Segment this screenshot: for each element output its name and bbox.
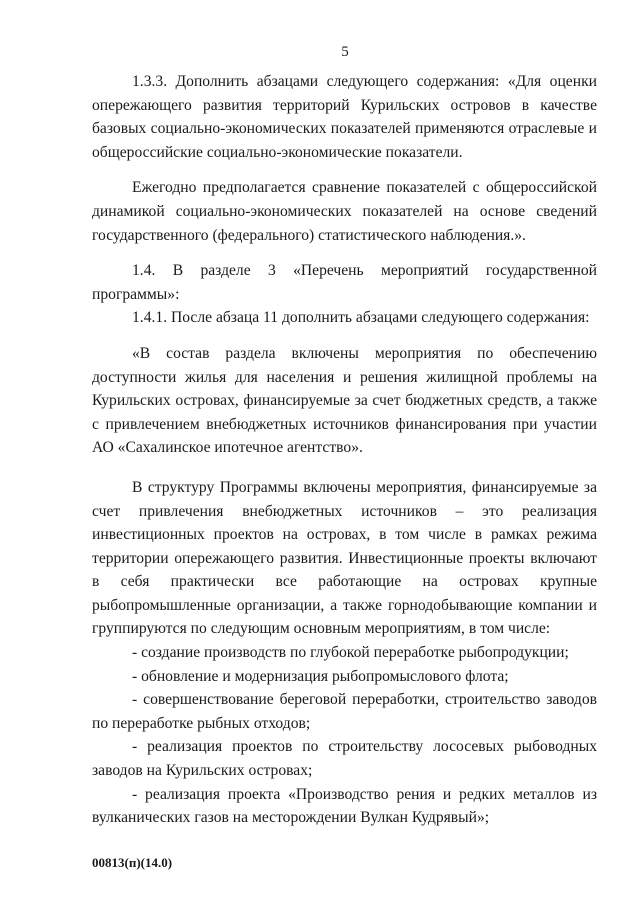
paragraph-1-4: 1.4. В разделе 3 «Перечень мероприятий государственной программы»:: [92, 262, 597, 303]
page-number: 5: [341, 44, 349, 60]
list-item: - совершенствование береговой переработки, строительство заводов по переработке рыбных отходов;: [92, 691, 597, 732]
list-item: - реализация проектов по строительству лососевых рыбоводных заводов на Курильских островах;: [92, 738, 597, 780]
document-body: [92, 70, 597, 830]
paragraph-1-3-3: 1.3.3. Дополнить абзацами следующего содержания: «Для оценки опережающего развития территорий Курильских островов в качестве базовых социально-экономических показателей применяются отраслевые и общероссийские социально-экономические показатели.: [92, 73, 597, 161]
paragraph-program-structure: В структуру Программы включены мероприятия, финансируемые за счет привлечения внебюджетных источников – это реализация инвестиционных проектов на островах, в том числе в рамках режима территории опережающего развития. Инвестиционные проекты включают в себя практически все работающие на островах крупные рыбопромышленные организации, а также горнодобывающие компании и группируются по следующим основным мероприятиям, в том числе:: [92, 478, 597, 638]
paragraph-1-4-1: 1.4.1. После абзаца 11 дополнить абзацами следующего содержания:: [132, 309, 590, 327]
paragraph-section-composition: «В состав раздела включены мероприятия по обеспечению доступности жилья для населения и решения жилищной проблемы на Курильских островах, финансируемые за счет бюджетных средств, а также с привлечением внебюджетных источников финансирования при участии АО «Сахалинское ипотечное агентство».: [92, 344, 597, 457]
paragraph-annual-comparison: Ежегодно предполагается сравнение показателей с общероссийской динамикой социально-экономических показателей на основе сведений государственного (федерального) статистического наблюдения.».: [92, 179, 597, 244]
list-item: - обновление и модернизация рыбопромыслового флота;: [132, 667, 509, 685]
document-code: 00813(п)(14.0): [92, 855, 173, 870]
list-item: - создание производств по глубокой переработке рыбопродукции;: [132, 644, 569, 662]
list-item: - реализация проекта «Производство рения и редких металлов из вулканических газов на месторождении Вулкан Кудрявый»;: [92, 785, 597, 827]
